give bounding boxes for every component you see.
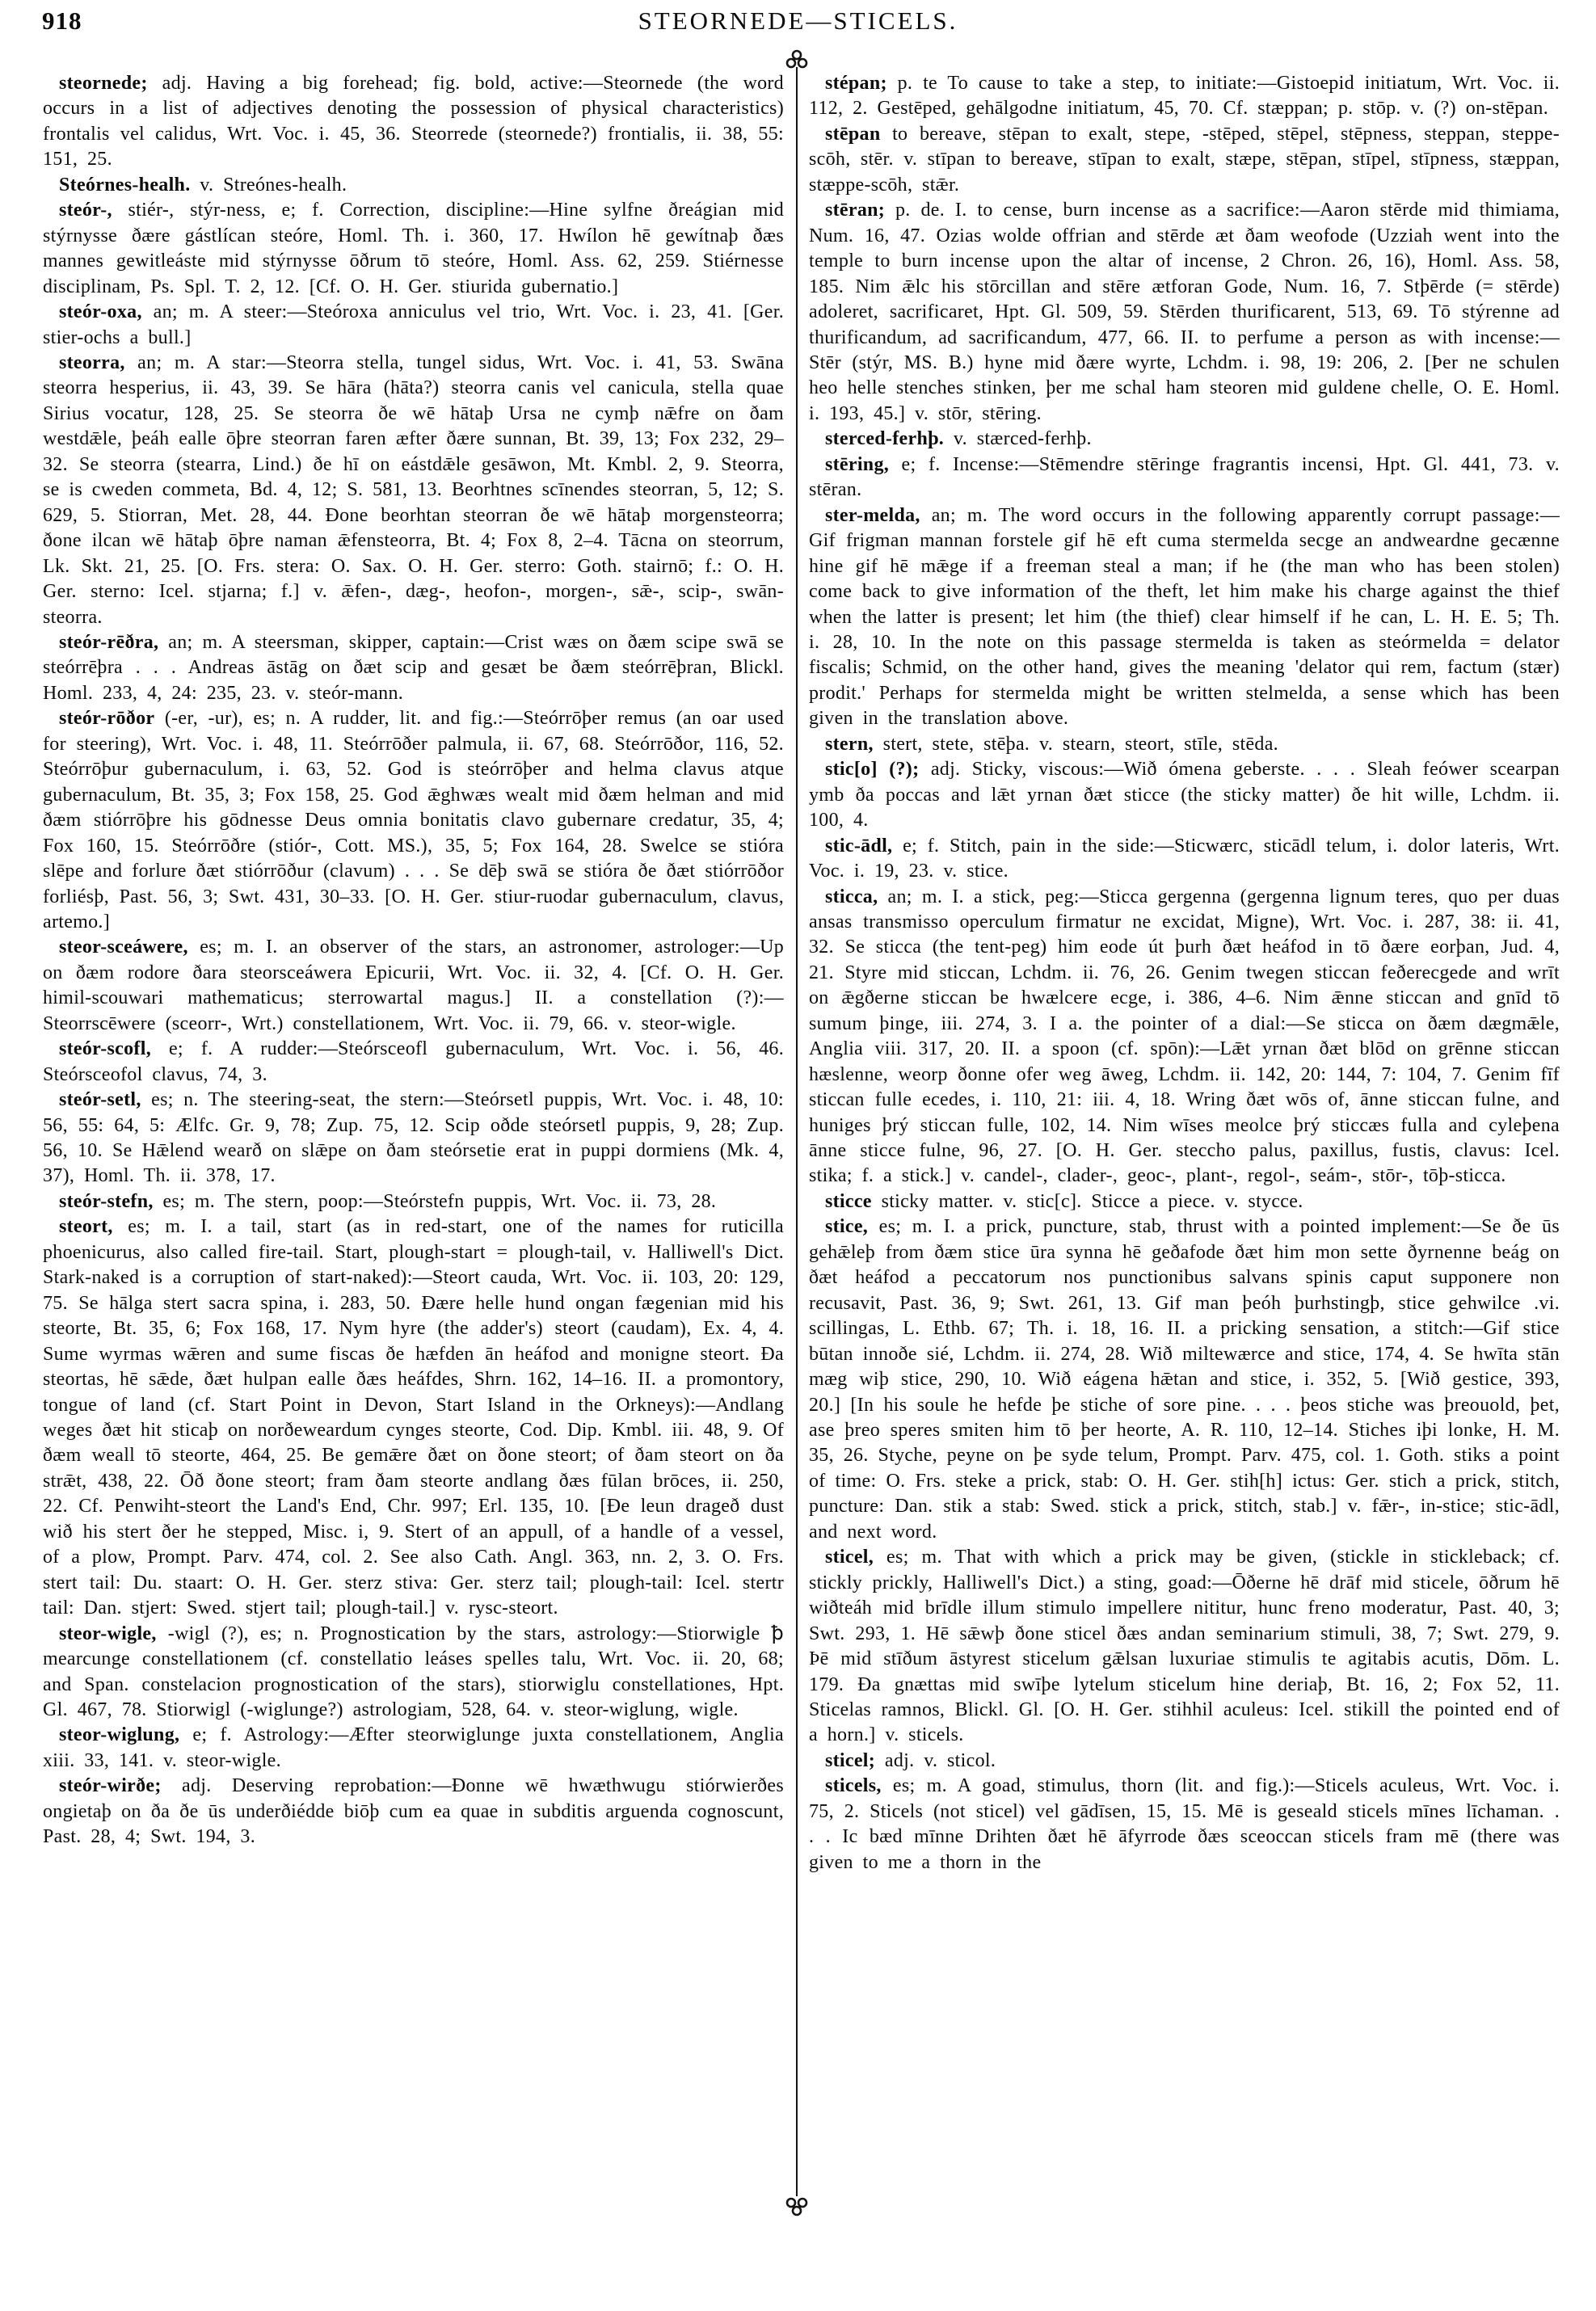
entry-body: es; m. I. a tail, start (as in red-start, one of the names for ruticilla phoenicurus, also called fire-tail. Start, plough-start = plough-tail, v. Halliwell's Dict. Stark-naked is a corruption of start-naked):—Steort cauda, Wrt. Voc. ii. 103, 20: 129, 75. Se hālga stert sacra spina, i. 283, 50. Ðære helle hund ongan fægenian mid his steorte, Bt. 35, 6; Fox 168, 17. Nym hyre (the adder's) steort (caudam), Ex. 4, 4. Sume wyrmas wǣren and sume fiscas ðe hæfden ān heáfod and monigne steort. Ða steortas, hē sǣde, ðæt hulpan ealle ðæs heáfdes, Shrn. 162, 14–16. II. a promontory, tongue of land (cf. Start Point in Devon, Start Island in the Orkneys):—Andlang weges ðæt hit sticaþ on norðeweardum cynges steorte, Cod. Dip. Kmbl. iii. 48, 9. Of ðæm weall tō steorte, 464, 25. Be gemǣre ðæt on ðone steort; of ðam steort on ða strǣt, 438, 22. Ōð ðone steort; fram ðam steorte andlang ðæs fūlan brōces, ii. 250, 22. Cf. Penwiht-steort the Land's End, Chr. 997; Erl. 135, 10. [Ðe leun drageð dust wið his stert ðer he stepped, Misc. i, 9. Stert of an appull, of a handle of a vessel, of a plow, Prompt. Parv. 474, col. 2. See also Cath. Angl. 363, nn. 2, 3. O. Frs. stert tail: Du. staart: O. H. Ger. sterz stiva: Ger. sterz tail; plough-tail: Icel. stertr tail: Dan. stjert: Swed. stjert tail; plough-tail.] v. rysc-steort.: [43, 1216, 784, 1619]
entry-body: adj. Deserving reprobation:—Ðonne wē hwæthwugu stiórwierðes ongietaþ on ða ðe ūs underðiédde biōþ cum ea quae in subditis arguenda cognoscunt, Past. 28, 4; Swt. 194, 3.: [43, 1775, 784, 1848]
dictionary-entry: [43, 630, 784, 706]
entry-body: es; m. A goad, stimulus, thorn (lit. and fig.):—Sticels aculeus, Wrt. Voc. i. 75, 2. Sticels (not sticel) vel gādīsen, 15, 15. Mē is geseald sticels mīnes līchaman. . . . Ic bæd mīnne Drihten ðæt hē āfyrrode ðæs sceoccan sticels fram mē (there was given to me a thorn in the: [809, 1775, 1560, 1873]
right-column: [809, 71, 1560, 1875]
headword: stern,: [825, 733, 874, 755]
headword: steór-wirðe;: [59, 1775, 162, 1797]
headword: sticce: [825, 1190, 872, 1212]
dictionary-entry: [43, 1774, 784, 1850]
dictionary-entry: [43, 706, 784, 935]
dictionary-entry: [43, 351, 784, 630]
entry-body: es; m. The stern, poop:—Steórstefn puppis, Wrt. Voc. ii. 73, 28.: [153, 1190, 717, 1212]
entry-body: an; m. A steer:—Steóroxa anniculus vel trio, Wrt. Voc. i. 23, 41. [Ger. stier-ochs a bull.]: [43, 301, 784, 348]
headword: stēring,: [825, 453, 890, 475]
headword: steór-oxa,: [59, 301, 142, 323]
dictionary-entry: [809, 885, 1560, 1189]
entry-body: e; f. Incense:—Stēmendre stēringe fragrantis incensi, Hpt. Gl. 441, 73. v. stēran.: [809, 453, 1560, 501]
column-divider-rule: [796, 81, 798, 2188]
dictionary-entry: [43, 1037, 784, 1088]
entry-body: adj. Sticky, viscous:—Wið ómena geberste. . . . Sleah feówer scearpan ymb ða poccas and lǣt yrnan ðæt sticce (the sticky matter) ðe hit wille, Lchdm. ii. 100, 4.: [809, 759, 1560, 831]
entry-body: p. de. I. to cense, burn incense as a sacrifice:—Aaron stērde mid thimiama, Num. 16, 47. Ozias wolde offrian and stērde æt ðam weofode (Uzziah went into the temple to burn incense upon the altar of incense, 2 Chron. 26, 16), Homl. Ass. 58, 185. Nim ǣlc his stōrcillan and stēre ætforan Gode, Num. 16, 7. Stþērde (= stērde) adoleret, sacrificaret, Hpt. Gl. 509, 59. Stērden thurificarent, 513, 69. Tō stýrenne ad thurificandum, ad sacrificandum, 477, 66. II. to perfume a person as with incense:—Stēr (stýr, MS. B.) hyne mid ðære wyrte, Lchdm. i. 98, 19: 206, 2. [Þer ne schulen heo helle stenches stinken, þer me schal ham steoren mid guldene chelle, O. E. Homl. i. 193, 45.] v. stōr, stēring.: [809, 200, 1560, 424]
dictionary-entry: [43, 1088, 784, 1189]
headword: steorra,: [59, 351, 125, 373]
dictionary-entry: [809, 1545, 1560, 1749]
entry-body: an; m. The word occurs in the following apparently corrupt passage:—Gif frigman mannan forstele gif hē eft cuma stermelda secge an andweardne gecænne hine gif hē mǣge if a freeman steal a man; if he (the man who has been stolen) come back to give information of the theft, let him make his charge against the thief when the latter is present; let him (the thief) clear himself if he can, L. H. E. 5; Th. i. 28, 10. In the note on this passage stermelda is taken as steórmelda = delator fiscalis; Schmid, on the other hand, gives the meaning 'delator qui rem, factum (stær) prodit.' Perhaps for stermelda might be written stelmelda, a sense which has been given in the translation above.: [809, 504, 1560, 730]
headword: steór-setl,: [59, 1089, 141, 1111]
dictionary-entry: [809, 1214, 1560, 1545]
headword: steór-scofl,: [59, 1038, 151, 1060]
dictionary-entry: [43, 173, 784, 198]
entry-body: v. stærced-ferhþ.: [944, 428, 1092, 450]
entry-body: es; n. The steering-seat, the stern:—Steórsetl puppis, Wrt. Voc. i. 48, 10: 56, 55: 64, 5: Ælfc. Gr. 9, 78; Zup. 75, 12. Scip oðde steórsetl puppis, 9, 28; Zup. 56, 10. Se Hǣlend wearð on slǣpe on ðam steórsetie erat in puppi dormiens (Mk. 4, 37), Homl. Th. ii. 378, 17.: [43, 1089, 784, 1187]
headword: stice,: [825, 1216, 869, 1238]
divider-ornament-bottom-icon: [785, 2187, 809, 2219]
headword: steor-wigle,: [59, 1623, 157, 1644]
dictionary-entry: [809, 1749, 1560, 1774]
entry-body: e; f. Stitch, pain in the side:—Sticwærc, sticādl telum, i. dolor lateris, Wrt. Voc. i. 19, 23. v. stice.: [809, 835, 1560, 882]
entry-body: an; m. A star:—Steorra stella, tungel sidus, Wrt. Voc. i. 41, 53. Swāna steorra hesperius, ii. 43, 39. Se hāra (hāta?) steorra canis vel canicula, stella quae Sirius vocatur, 128, 25. Se steorra ðe wē hātaþ Ursa ne cymþ nǣfre on ðam westdǣle, þeáh ealle ōþre steorran faren æfter ðære sunnan, Bt. 39, 13; Fox 232, 29–32. Se steorra (stearra, Lind.) ðe hī on eástdǣle gesāwon, Mt. Kmbl. 2, 9. Steorra, se is cweden commeta, Bd. 4, 12; S. 581, 13. Beorhtnes scīnendes steorran, 5, 12; S. 629, 5. Stiorran, Met. 28, 44. Ðone beorhtan steorran ðe wē hātaþ morgensteorra; ðone ilcan wē hātaþ ōþre naman ǣfensteorra, Bt. 4; Fox 8, 2–4. Tācna on steorrum, Lk. Skt. 21, 25. [O. Frs. stera: O. Sax. O. H. Ger. sterro: Goth. stairnō; f.: O. H. Ger. sterno: Icel. stjarna; f.] v. ǣfen-, dæg-, heofon-, morgen-, sǣ-, scip-, swān-steorra.: [43, 351, 784, 628]
dictionary-entry: [809, 503, 1560, 732]
entry-body: es; m. I. a prick, puncture, stab, thrust with a pointed implement:—Se ðe ūs gehǣleþ from ðæm stice ūra synna hē geðafode ðæt him mon sette ðyrnenne beág on ðæt heáfod a peccatorum nos punctionibus salvans spinis caput supponere non recusavit, Past. 36, 9; Swt. 261, 13. Gif man þeóh þurhstingþ, stice gehwilce .vi. scillingas, L. Ethb. 67; Th. i. 18, 16. II. a pricking sensation, a stitch:—Gif stice būtan innoðe sié, Lchdm. ii. 274, 28. Wið miltewærce and stice, 174, 4. Se hwīta stān mæg wiþ stice, 290, 10. Wið eágena hǣtan and stice, i. 352, 5. [Wið gestice, 393, 20.] [In his soule he hefde þe stiche of sore pine. . . . þeos stiche was þreouold, þet, ase þreo speres smiten him tō þer heorte, A. R. 110, 12–14. Stiches iþi lonke, H. M. 35, 26. Styche, peyne on þe syde telum, Prompt. Parv. 475, col. 1. Goth. stiks a point of time: O. Frs. steke a prick, stab: O. H. Ger. stih[h] ictus: Ger. stich a prick, stitch, puncture: Dan. stik a stab: Swed. stick a prick, stitch, stab.] v. fǣr-, in-stice; stic-ādl, and next word.: [809, 1216, 1560, 1543]
headword: stépan;: [825, 73, 887, 94]
dictionary-entry: [809, 453, 1560, 503]
entry-body: p. te To cause to take a step, to initiate:—Gistoepid initiatum, Wrt. Voc. ii. 112, 2. Gestēped, gehālgodne initiatum, 45, 70. Cf. stæppan; p. stōp. v. (?) on-stēpan.: [809, 73, 1560, 120]
entry-body: stert, stete, stēþa. v. stearn, steort, stīle, stēda.: [873, 733, 1278, 755]
headword: steór-rōðor: [59, 708, 155, 730]
entry-body: an; m. A steersman, skipper, captain:—Crist wæs on ðæm scipe swā se steórrēþra . . . Andreas āstāg on ðæt scip and gesæt be ðæm steórrēþran, Blickl. Homl. 233, 4, 24: 235, 23. v. steór-mann.: [43, 631, 784, 704]
dictionary-entry: [809, 757, 1560, 833]
dictionary-entry: [809, 1189, 1560, 1214]
entry-body: -wigl (?), es; n. Prognostication by the stars, astrology:—Stiorwigle ꝥ mearcunge constellationem (cf. constellatio leáses spelles talu, Wrt. Voc. ii. 20, 68; and Span. constelacion prognostication of the stars), stiorwiglu constellationes, Hpt. Gl. 467, 78. Stiorwigl (-wiglunge?) astrologiam, 528, 64. v. steor-wiglung, wigle.: [43, 1623, 784, 1720]
headword: Steórnes-healh.: [59, 174, 191, 196]
headword: steór-,: [59, 200, 112, 221]
headword: steor-sceáwere,: [59, 937, 188, 958]
entry-body: adj. Having a big forehead; fig. bold, active:—Steornede (the word occurs in a list of adjectives denoting the possession of physical characteristics) frontalis vel calidus, Wrt. Voc. i. 45, 36. Steorrede (steornede?) frontialis, ii. 38, 55: 151, 25.: [43, 73, 784, 170]
entry-body: e; f. Astrology:—Æfter steorwiglunge juxta constellationem, Anglia xiii. 33, 141. v. steor-wigle.: [43, 1724, 784, 1771]
headword: steor-wiglung,: [59, 1724, 180, 1746]
headword: sticca,: [825, 886, 878, 907]
dictionary-entry: [43, 1214, 784, 1621]
headword: stēpan: [825, 123, 881, 145]
entry-body: v. Streónes-healh.: [190, 174, 347, 196]
dictionary-entry: [43, 935, 784, 1037]
dictionary-entry: [43, 1189, 784, 1214]
dictionary-entry: [809, 71, 1560, 122]
headword: steór-stefn,: [59, 1190, 154, 1212]
headword: steort,: [59, 1216, 113, 1238]
dictionary-entry: [43, 300, 784, 351]
dictionary-entry: [43, 1723, 784, 1774]
headword: sticel,: [825, 1547, 874, 1568]
entry-body: an; m. I. a stick, peg:—Sticca gergenna (gergenna lignum teres, quo per duas ansas transmisso operculum firmatur ne excidat, Migne), Wrt. Voc. i. 287, 38: ii. 41, 32. Se sticca (the tent-peg) him eode út þurh ðæt heáfod in tō ðære eorþan, Jud. 4, 21. Styre mid sticcan, Lchdm. ii. 76, 26. Genim twegen sticcan feðerecgede and wrīt on ǣgðerne sticcan be hwælcere ecge, i. 386, 4–6. Nim ǣnne sticcan and gnīd tō sumum þinge, iii. 274, 3. I a. the pointer of a dial:—Se sticca on ðæm dægmǣle, Anglia viii. 317, 20. II. a spoon (cf. spōn):—Lǣt yrnan ðæt blōd on grēnne sticcan hæslenne, weorp ðonne ofer weg āweg, Lchdm. ii. 142, 20: 144, 7: 104, 7. Genim fīf sticcan fulle ecedes, i. 110, 21: iii. 4, 18. Wring ðæt wōs of, ānne sticcan fulne, and huniges þrý sticcan fulle, 102, 14. Nim wīses meolce þrý sticcæs fulla and cyleþena ānne sticce fulne, 96, 27. [O. H. Ger. steccho palus, paxillus, fustis, clavus: Icel. stika; f. a stick.] v. candel-, clader-, geoc-, plant-, regol-, seám-, stōr-, tōþ-sticca.: [809, 886, 1560, 1187]
dictionary-entry: [43, 71, 784, 173]
dictionary-entry: [809, 732, 1560, 757]
dictionary-entry: [43, 198, 784, 300]
headword: stic[o] (?);: [825, 759, 920, 781]
divider-ornament-top-icon: [785, 48, 809, 81]
headword: ster-melda,: [825, 504, 920, 526]
dictionary-entry: [809, 834, 1560, 885]
entry-body: e; f. A rudder:—Steórsceofl gubernaculum, Wrt. Voc. i. 56, 46. Steórsceofol clavus, 74, 3.: [43, 1038, 784, 1085]
dictionary-entry: [43, 1622, 784, 1724]
headword: sticels,: [825, 1775, 882, 1797]
headword: sterced-ferhþ.: [825, 428, 945, 450]
left-column: [43, 71, 784, 1850]
entry-body: (-er, -ur), es; n. A rudder, lit. and fig.:—Steórrōþer remus (an oar used for steering), Wrt. Voc. i. 48, 11. Steórrōðer palmula, ii. 67, 68. Steórrōðor, 116, 52. Steórrōþur gubernaculum, i. 63, 52. God is steórrōþer and helma clavus atque gubernaculum, Bt. 35, 3; Fox 158, 25. God ǣghwæs wealt mid ðæm helman and mid ðæm stiórrōþre his gōdnesse Deus omnia bonitatis clavo gubernare credatur, 35, 4; Fox 160, 15. Steórrōðre (stiór-, Cott. MS.), 35, 5; Fox 164, 28. Swelce se stióra slēpe and forlure ðæt stiórrōður (clavum) . . . Se dēþ swā se stióra ðe ðæt stiórrōðor forliésþ, Past. 56, 3; Swt. 431, 30–33. [O. H. Ger. stiur-ruodar gubernaculum, clavus, artemo.]: [43, 708, 784, 932]
entry-body: to bereave, stēpan to exalt, stepe, -stēped, stēpel, stēpness, steppan, steppe-scōh, stēr. v. stīpan to bereave, stīpan to exalt, stæpe, stēpan, stīpel, stīpness, stæppan, stæppe-scōh, stǣr.: [809, 123, 1560, 196]
page-number: 918: [42, 6, 82, 35]
page-title: STEORNEDE—STICELS.: [638, 6, 958, 35]
headword: steór-rēðra,: [59, 631, 159, 653]
entry-body: sticky matter. v. stic[c]. Sticce a piece. v. stycce.: [871, 1190, 1303, 1212]
dictionary-entry: [809, 198, 1560, 427]
headword: stic-ādl,: [825, 835, 893, 857]
dictionary-entry: [809, 427, 1560, 452]
dictionary-entry: [809, 1774, 1560, 1875]
entry-body: es; m. I. an observer of the stars, an astronomer, astrologer:—Up on ðæm rodore ðara steorsceáwera Epicurii, Wrt. Voc. ii. 32, 4. [Cf. O. H. Ger. himil-scouwari mathematicus; sterrowartal magus.] II. a constellation (?):—Steorrscēwere (sceorr-, Wrt.) constellationem, Wrt. Voc. ii. 79, 66. v. steor-wigle.: [43, 937, 784, 1034]
dictionary-entry: [809, 122, 1560, 198]
headword: stēran;: [825, 200, 886, 221]
entry-body: es; m. That with which a prick may be given, (stickle in stickleback; cf. stickly prickly, Halliwell's Dict.) a sting, goad:—Ōðerne hē drāf mid sticele, ōðrum hē wiðteáh mid brīdle illum stimulo impellere nititur, hunc freno moderatur, Past. 40, 3; Swt. 293, 1. Hē sǣwþ ðone sticel ðæs andan seminarium stimuli, 38, 7; Swt. 279, 9. Þē mid stīðum āstyrest sticelum gǣlsan luxuriae stimulis te agitabis acutis, Dōm. L. 179. Ða gnættas mid swīþe lytelum sticelum hine deriaþ, Bt. 16, 2; Fox 52, 11. Sticelas ramnos, Blickl. Gl. [O. H. Ger. stihhil aculeus: Icel. stikill the pointed end of a horn.] v. sticels.: [809, 1547, 1560, 1746]
entry-body: adj. v. sticol.: [875, 1749, 996, 1771]
headword: steornede;: [59, 73, 148, 94]
headword: sticel;: [825, 1749, 876, 1771]
entry-body: stiér-, stýr-ness, e; f. Correction, discipline:—Hine sylfne ðreágian mid stýrnysse ðære gástlícan steóre, Homl. Th. i. 360, 17. Hwílon hē gewítnaþ ðæs mannes gewitleáste mid stýrnysse ōðrum tō steóre, Homl. Ass. 62, 259. Stiérnesse disciplinam, Ps. Spl. T. 2, 12. [Cf. O. H. Ger. stiurida gubernatio.]: [43, 200, 784, 297]
